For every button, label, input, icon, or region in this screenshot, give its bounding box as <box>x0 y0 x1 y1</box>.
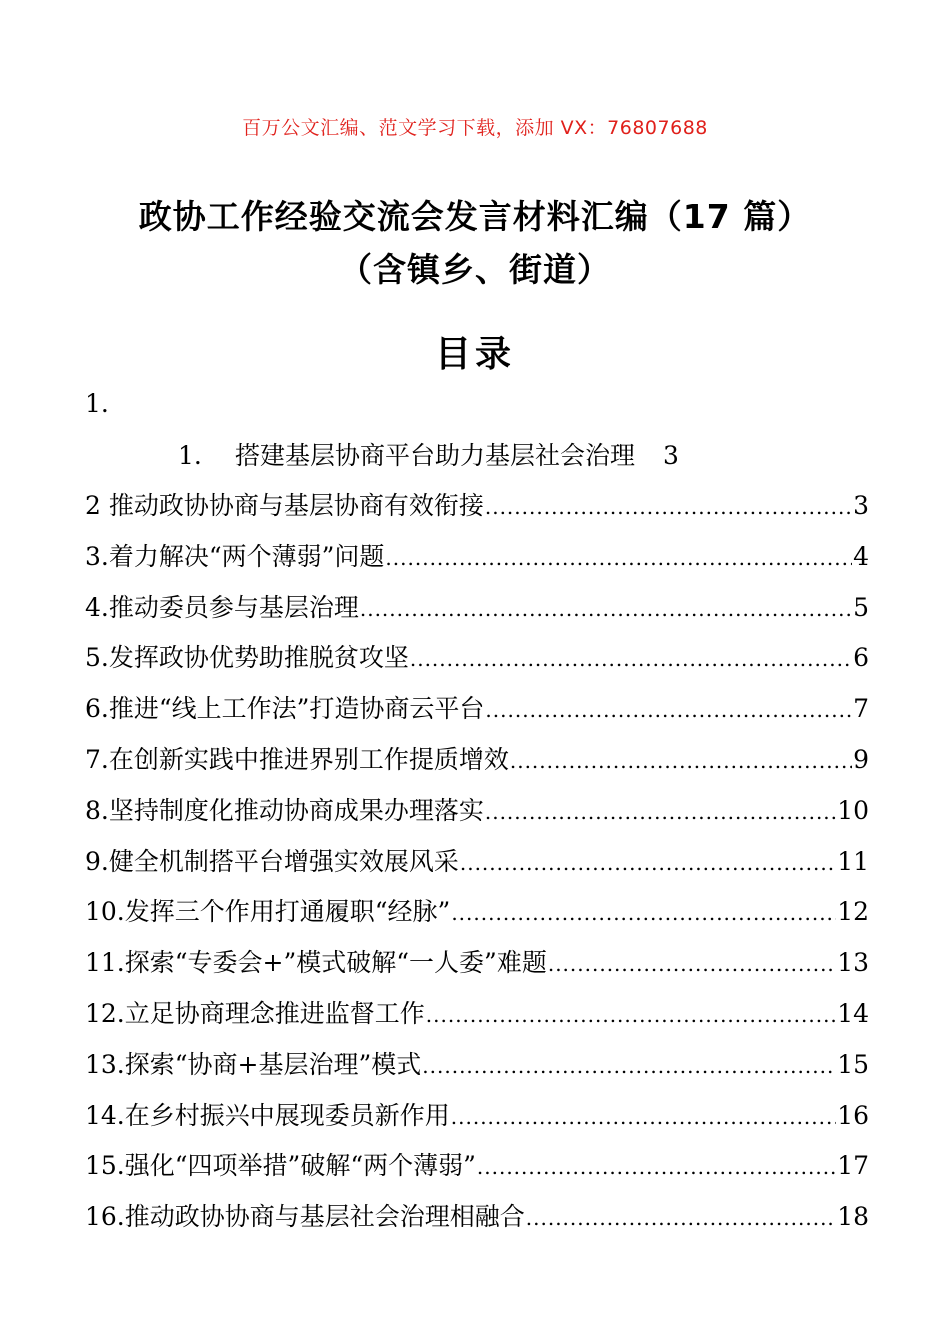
toc-entry-text: 6.推进“线上工作法”打造协商云平台 <box>85 694 485 724</box>
toc-entry-text: 13.探索“协商+基层治理”模式 <box>85 1049 422 1079</box>
toc-leader-dots <box>422 1054 836 1078</box>
toc-entry-text: 10.发挥三个作用打通履职“经脉” <box>85 897 451 927</box>
toc-entry-page: 14 <box>837 998 869 1028</box>
toc-entry[interactable] <box>85 537 869 588</box>
toc-entry-text: 搭建基层协商平台助力基层社会治理 <box>235 441 636 470</box>
toc-entry-page: 18 <box>837 1202 869 1232</box>
toc-entry-text: 3.着力解决“两个薄弱”问题 <box>85 541 385 571</box>
toc-list <box>85 486 869 1248</box>
toc-leader-dots <box>526 1206 836 1230</box>
toc-entry-text: 2 推动政协协商与基层协商有效衔接 <box>85 491 484 520</box>
toc-entry-text: 16.推动政协协商与基层社会治理相融合 <box>85 1202 525 1232</box>
toc-entry-page: 3 <box>663 441 679 470</box>
toc-entry[interactable] <box>85 1197 869 1248</box>
toc-entry-page: 5 <box>853 592 869 622</box>
toc-entry-page: 17 <box>837 1151 869 1181</box>
toc-entry[interactable] <box>85 791 869 842</box>
toc-entry-page: 11 <box>837 846 869 876</box>
toc-entry-page: 7 <box>853 694 869 724</box>
toc-entry[interactable] <box>85 842 869 893</box>
toc-entry-text: 7.在创新实践中推进界别工作提质增效 <box>85 744 509 774</box>
toc-entry-page: 4 <box>853 541 869 571</box>
toc-entry[interactable] <box>85 486 869 537</box>
toc-leader-dots <box>451 901 836 925</box>
toc-entry-text: 5.发挥政协优势助推脱贫攻坚 <box>85 643 409 673</box>
toc-entry-page: 9 <box>853 744 869 774</box>
toc-entry-page: 15 <box>837 1049 869 1079</box>
toc-leader-dots <box>510 749 852 773</box>
toc-entry-text: 4.推动委员参与基层治理 <box>85 592 359 622</box>
toc-leader-dots <box>485 800 836 824</box>
toc-entry[interactable] <box>85 1146 869 1197</box>
toc-entry-text: 14.在乡村振兴中展现委员新作用 <box>85 1100 450 1130</box>
toc-leader-dots <box>477 1155 836 1179</box>
toc-entry[interactable] <box>85 588 869 639</box>
toc-entry-page: 16 <box>837 1100 869 1130</box>
toc-entry[interactable] <box>85 689 869 740</box>
toc-leader-dots <box>485 698 852 722</box>
toc-entry[interactable] <box>178 436 679 472</box>
toc-entry[interactable] <box>85 892 869 943</box>
document-subtitle: （含镇乡、街道） <box>339 250 611 289</box>
toc-entry[interactable] <box>85 740 869 791</box>
watermark-banner: 百万公文汇编、范文学习下载，添加 VX：76807688 <box>242 117 708 139</box>
document-title: 政协工作经验交流会发言材料汇编（17 篇） <box>138 197 812 236</box>
toc-heading: 目录 <box>434 334 515 375</box>
toc-leader-dots <box>548 952 836 976</box>
toc-entry-text: 12.立足协商理念推进监督工作 <box>85 998 425 1028</box>
toc-entry[interactable] <box>85 943 869 994</box>
toc-entry[interactable] <box>85 1096 869 1147</box>
toc-entry[interactable] <box>85 638 869 689</box>
toc-entry-text: 11.探索“专委会+”模式破解“一人委”难题 <box>85 948 547 978</box>
toc-leader-dots <box>385 546 852 570</box>
toc-leader-dots <box>485 495 852 519</box>
toc-entry-text: 9.健全机制搭平台增强实效展风采 <box>85 846 459 876</box>
toc-entry-page: 12 <box>837 897 869 927</box>
toc-leader-dots <box>460 851 836 875</box>
toc-entry-number: 1. <box>178 441 202 470</box>
toc-entry[interactable] <box>85 994 869 1045</box>
toc-entry-page: 3 <box>853 491 869 520</box>
toc-entry-text: 8.坚持制度化推动协商成果办理落实 <box>85 795 484 825</box>
toc-leader-dots <box>360 597 852 621</box>
toc-first-number: 1. <box>85 389 109 418</box>
toc-entry[interactable] <box>85 1045 869 1096</box>
toc-entry-page: 6 <box>853 643 869 673</box>
toc-leader-dots <box>451 1105 836 1129</box>
toc-leader-dots <box>426 1003 836 1027</box>
toc-leader-dots <box>410 647 852 671</box>
toc-entry-text: 15.强化“四项举措”破解“两个薄弱” <box>85 1151 476 1181</box>
toc-entry-page: 13 <box>837 948 869 978</box>
toc-entry-page: 10 <box>837 795 869 825</box>
